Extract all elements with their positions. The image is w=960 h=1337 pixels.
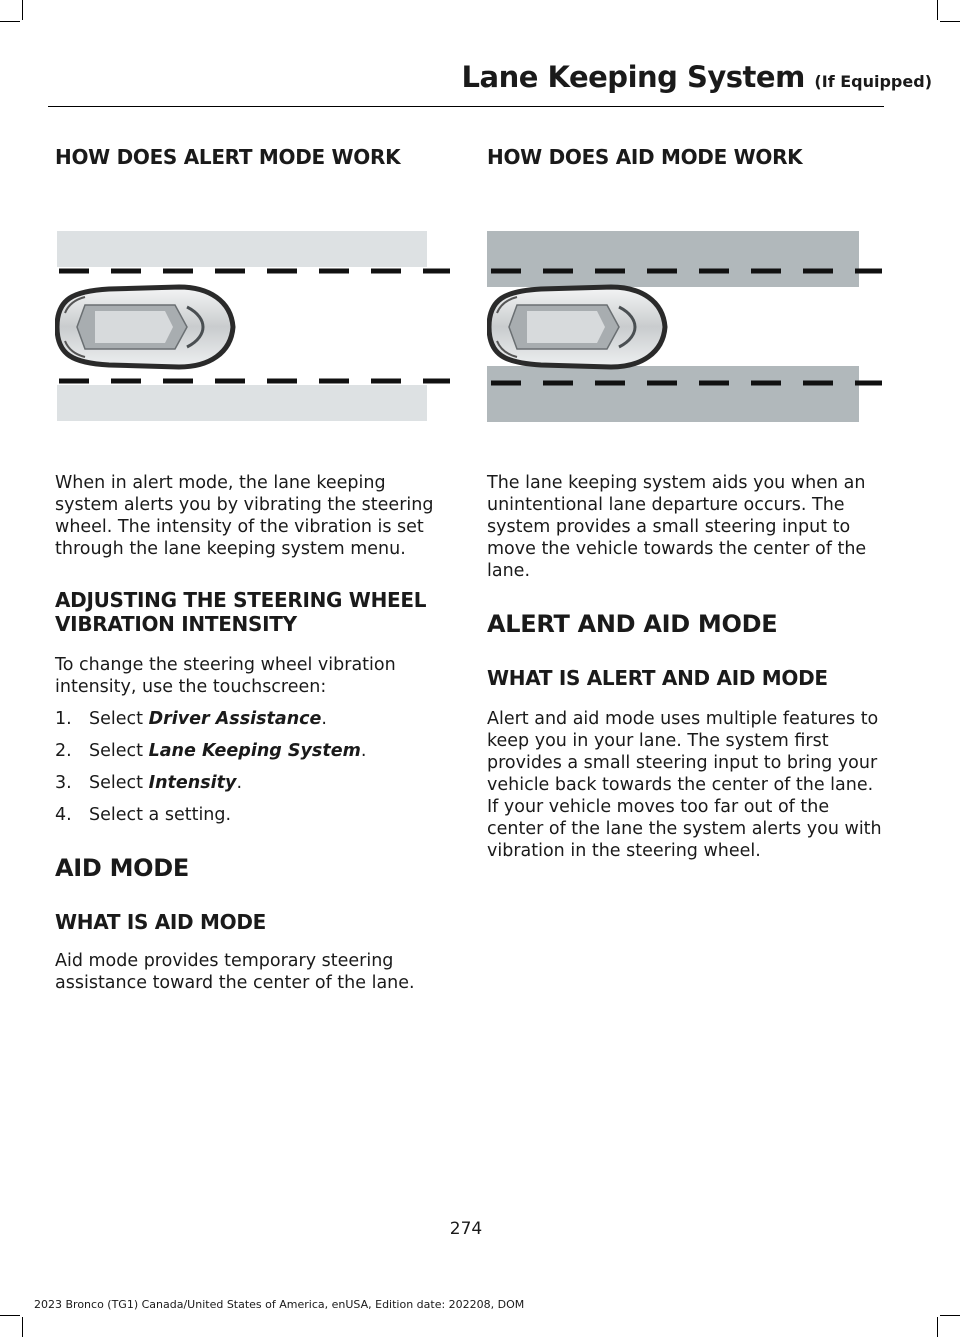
header-title-text: Lane Keeping System	[461, 60, 805, 94]
adjust-instructions: To change the steering wheel vibration intensity, use the touchscreen:	[55, 655, 396, 697]
heading-alert-and-aid-mode: ALERT AND AID MODE	[487, 610, 778, 638]
edition-footer: 2023 Bronco (TG1) Canada/United States of America, enUSA, Edition date: 202208, DOM	[34, 1298, 525, 1311]
left-column	[55, 145, 450, 994]
aid-mode-description: Aid mode provides temporary steering assistance toward the center of the lane.	[55, 951, 415, 993]
crop-mark	[0, 1315, 20, 1316]
heading-what-is-aid-mode: WHAT IS AID MODE	[55, 910, 266, 934]
crop-mark	[940, 21, 960, 22]
upper-shoulder	[487, 231, 859, 287]
aid-mode-illustration	[487, 231, 882, 431]
heading-adjust-vibration: ADJUSTING THE STEERING WHEEL VIBRATION INTENSITY	[55, 588, 427, 636]
lower-shoulder	[57, 385, 427, 421]
step-text: Select	[89, 709, 143, 729]
heading-aid-mode-work: HOW DOES AID MODE WORK	[487, 145, 803, 169]
vehicle-icon	[489, 287, 665, 367]
page-header-title	[0, 60, 932, 94]
crop-mark	[937, 1317, 938, 1337]
menu-item-intensity: Intensity	[148, 773, 237, 793]
crop-mark	[937, 0, 938, 20]
alert-mode-illustration	[55, 231, 450, 431]
lower-shoulder	[487, 366, 859, 422]
vehicle-icon	[57, 287, 233, 367]
step-number: 4.	[55, 805, 72, 825]
right-column	[487, 145, 882, 862]
aid-mode-work-description: The lane keeping system aids you when an unintentional lane departure occurs. The system provides a small steering input to move the vehicle towards the center of the lane.	[487, 473, 867, 581]
page-number: 274	[449, 1219, 483, 1239]
list-item	[55, 772, 450, 794]
list-item	[55, 740, 450, 762]
step-punct: .	[360, 741, 367, 761]
list-item	[55, 708, 450, 730]
alert-and-aid-description: Alert and aid mode uses multiple features to keep you in your lane. The system first provides a small steering input to bring your vehicle back towards the center of the lane. If your vehicle moves too far out of the center of the lane the system alerts you with vibration in the steering wheel.	[487, 709, 882, 861]
step-number: 1.	[55, 709, 72, 729]
vibration-steps-list	[55, 708, 450, 826]
list-item	[55, 804, 450, 826]
step-number: 2.	[55, 741, 72, 761]
step-punct: .	[236, 773, 243, 793]
alert-mode-description: When in alert mode, the lane keeping system alerts you by vibrating the steering wheel. The intensity of the vibration is set through the lane keeping system menu.	[55, 473, 434, 559]
crop-mark	[22, 1317, 23, 1337]
menu-item-lane-keeping-system: Lane Keeping System	[148, 741, 361, 761]
step-punct: .	[321, 709, 327, 729]
heading-what-is-alert-and-aid: WHAT IS ALERT AND AID MODE	[487, 666, 828, 690]
step-number: 3.	[55, 773, 72, 793]
crop-mark	[0, 21, 20, 22]
heading-aid-mode: AID MODE	[55, 854, 189, 882]
heading-alert-mode-work: HOW DOES ALERT MODE WORK	[55, 145, 401, 169]
header-rule	[48, 106, 884, 107]
upper-shoulder	[57, 231, 427, 267]
crop-mark	[940, 1315, 960, 1316]
menu-item-driver-assistance: Driver Assistance	[148, 709, 322, 729]
header-subtitle: (If Equipped)	[814, 72, 932, 91]
step-text: Select	[89, 741, 143, 761]
crop-mark	[22, 0, 23, 20]
step-text: Select	[89, 773, 143, 793]
step-text: Select a setting.	[89, 805, 232, 825]
